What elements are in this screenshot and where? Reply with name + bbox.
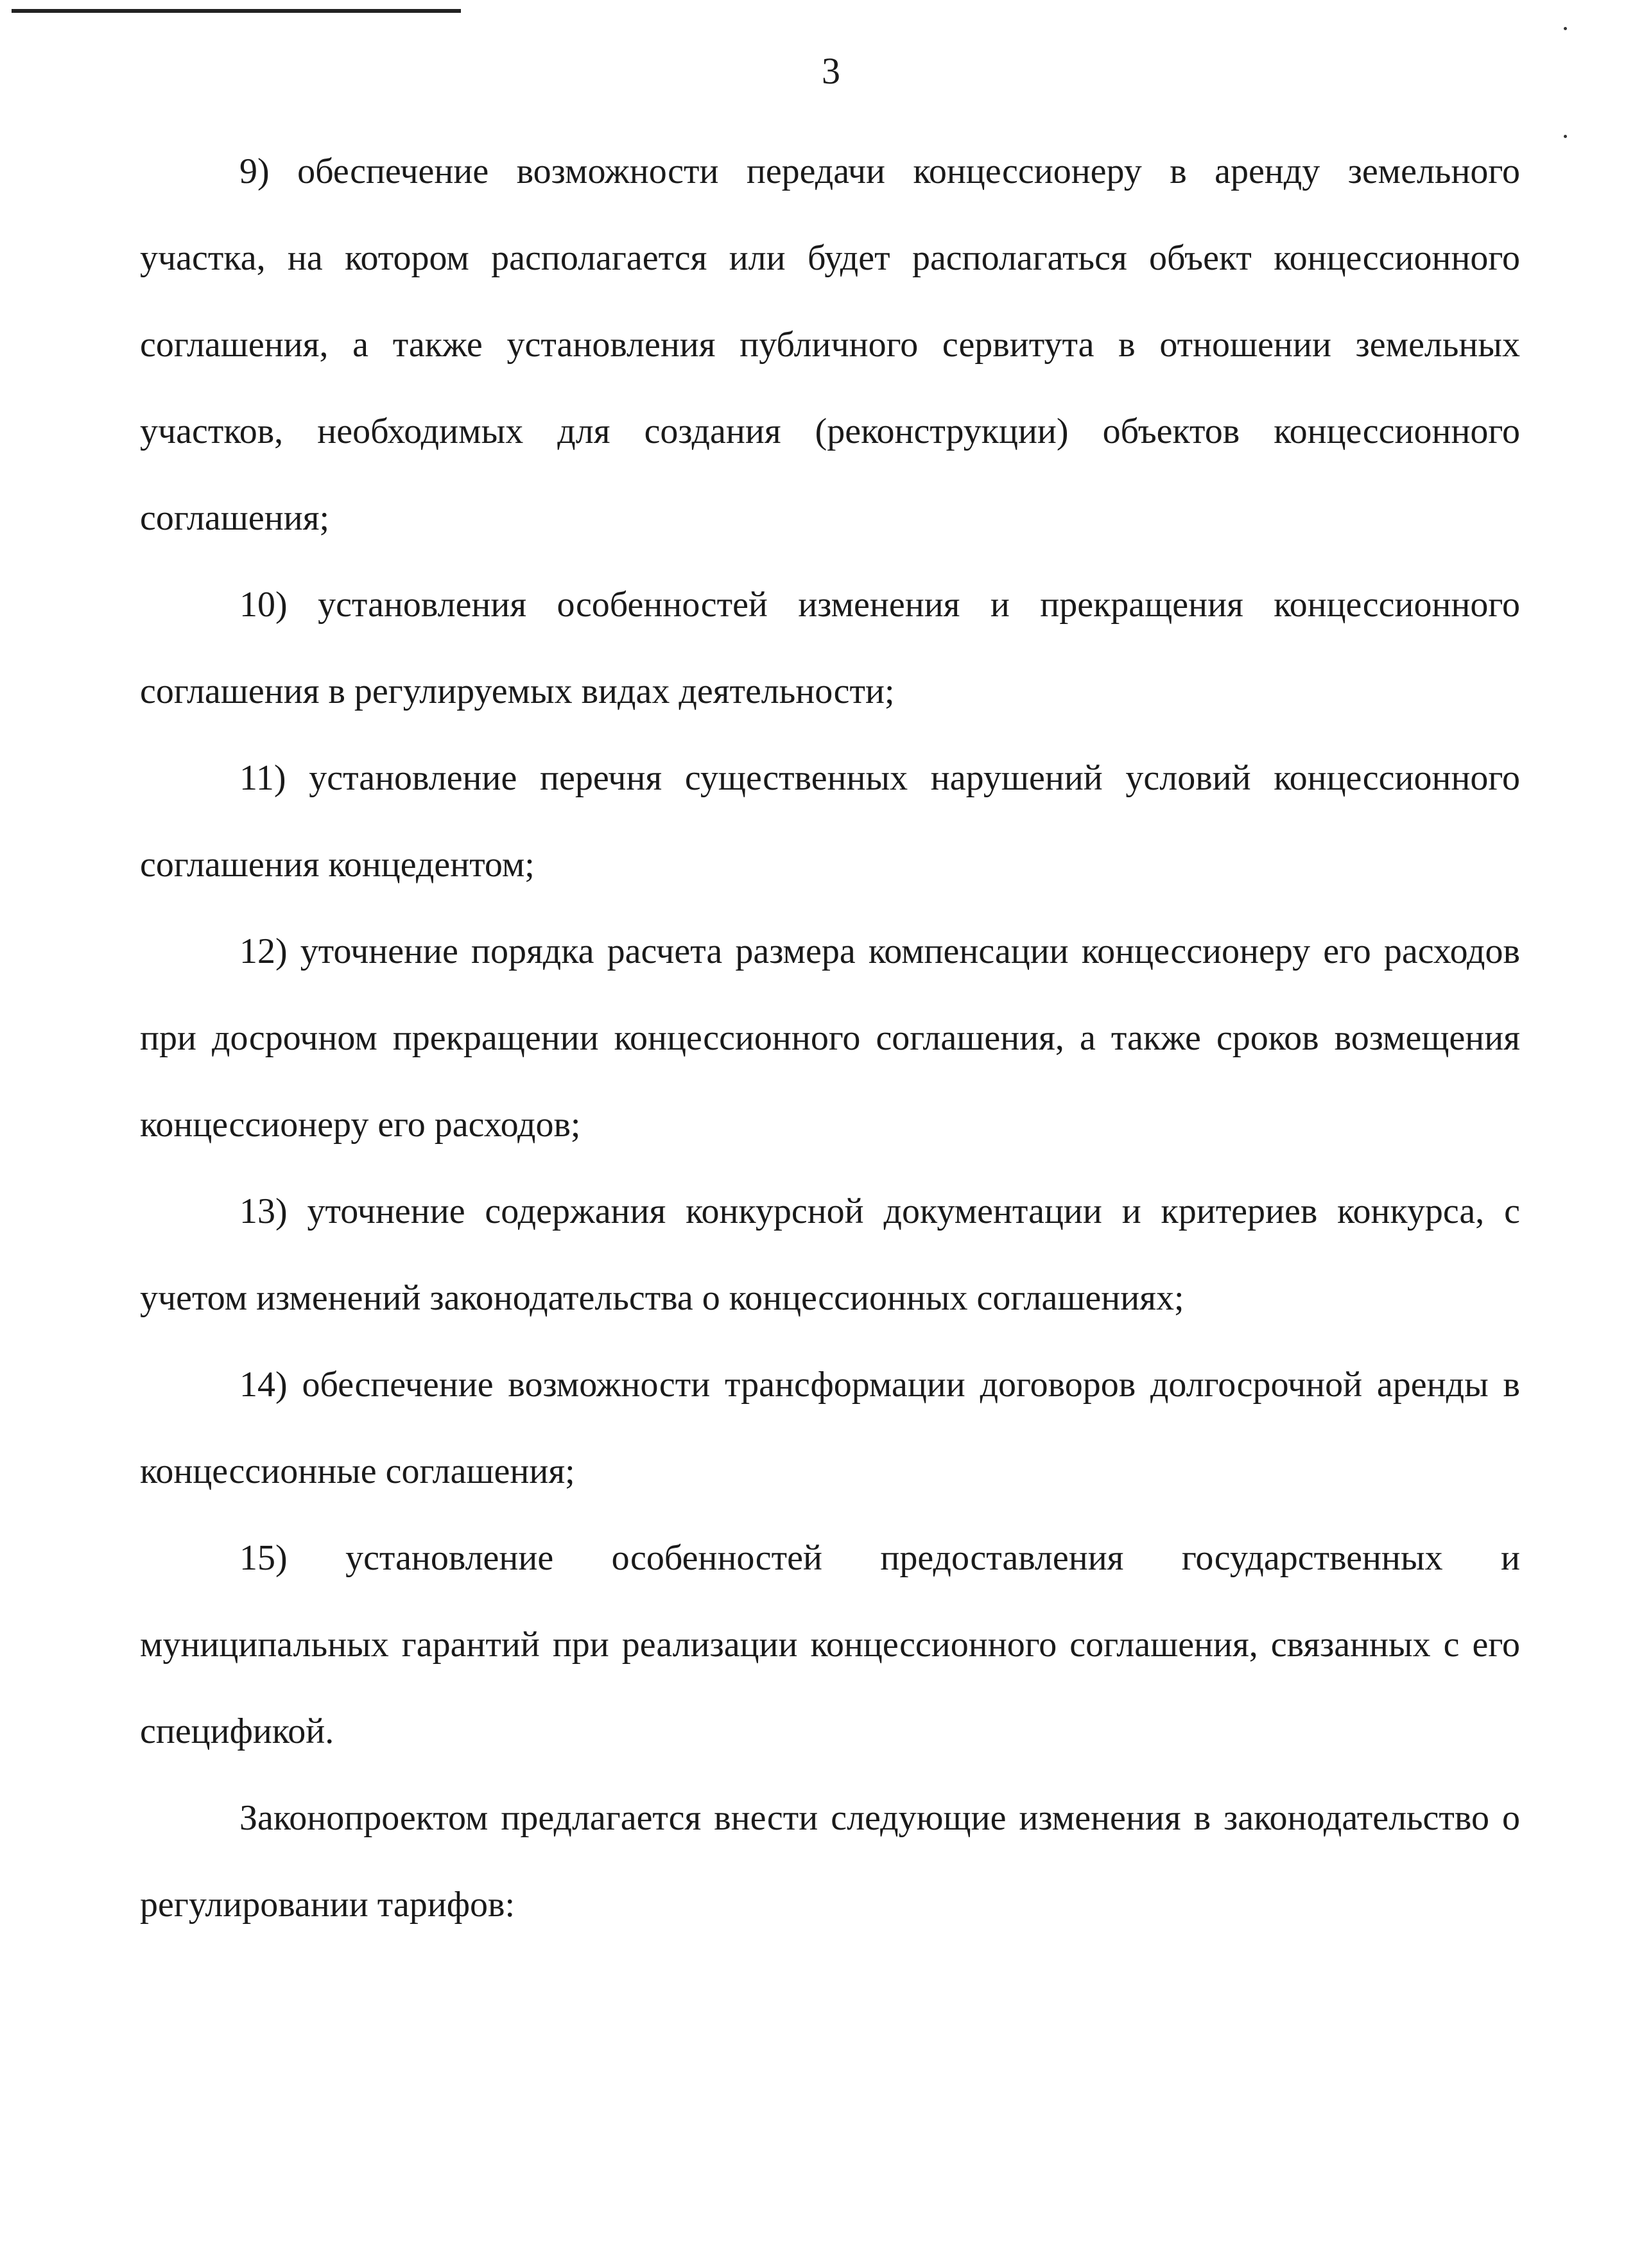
paragraph-item-11: 11) установление перечня существенных нарушений условий концессионного соглашения концедентом; (140, 758, 1520, 885)
scan-speck (1564, 135, 1567, 138)
paragraph-item-12: 12) уточнение порядка расчета размера компенсации концессионеру его расходов при досрочном прекращении концессионного соглашения, а также сроков возмещения концессионеру его расходов; (140, 931, 1520, 1145)
paragraph-item-13: 13) уточнение содержания конкурсной документации и критериев конкурса, с учетом изменений законодательства о концессионных соглашениях; (140, 1191, 1520, 1318)
top-rule (12, 9, 461, 13)
paragraph-item-10: 10) установления особенностей изменения и прекращения концессионного соглашения в регулируемых видах деятельности; (140, 585, 1520, 711)
page-number: 3 (822, 50, 840, 92)
scan-speck (1564, 27, 1567, 30)
document-body (140, 128, 1520, 1948)
paragraph-tariff-changes: Законопроектом предлагается внести следующие изменения в законодательство о регулировании тарифов: (140, 1798, 1520, 1925)
paragraph-item-15: 15) установление особенностей предоставления государственных и муниципальных гарантий при реализации концессионного соглашения, связанных с его спецификой. (140, 1538, 1520, 1751)
paragraph-item-14: 14) обеспечение возможности трансформации договоров долгосрочной аренды в концессионные соглашения; (140, 1365, 1520, 1491)
paragraph-item-9: 9) обеспечение возможности передачи концессионеру в аренду земельного участка, на котором располагается или будет располагаться объект концессионного соглашения, а также установления публичного сервитута в отношении земельных участков, необходимых для создания (реконструкции) объектов концессионного соглашения; (140, 151, 1520, 538)
